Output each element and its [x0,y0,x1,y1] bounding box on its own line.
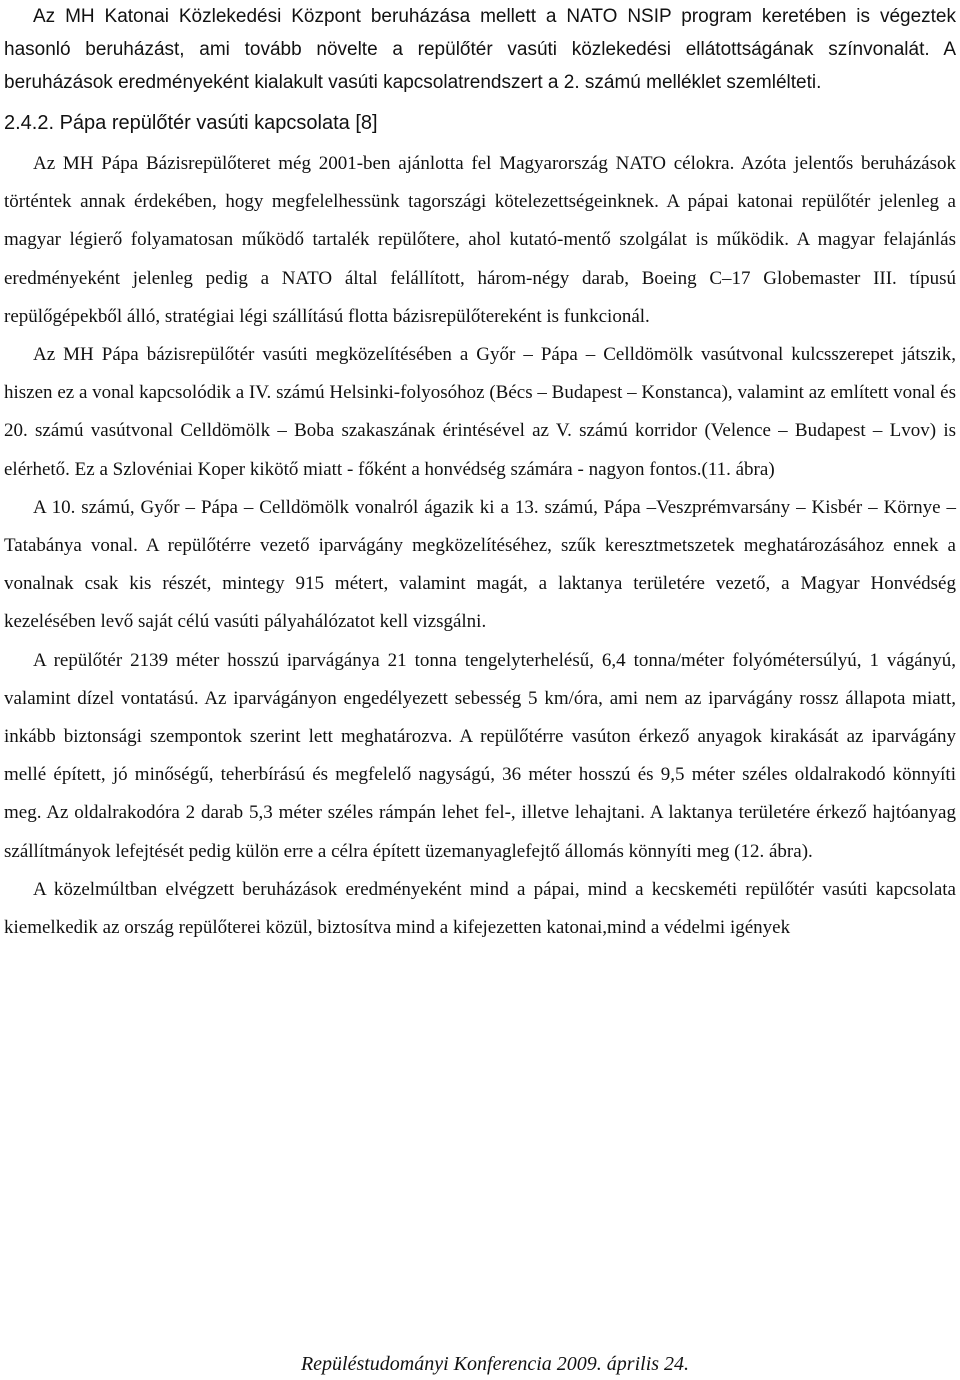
intro-paragraph: Az MH Katonai Közlekedési Központ beruházása mellett a NATO NSIP program keretében is végeztek hasonló beruházást, ami tovább növelte a repülőtér vasúti közlekedési ellátottságának színvonalát. A beruházások eredményeként kialakult vasúti kapcsolatrendszert a 2. számú melléklet szemlélteti. [4,6,956,93]
paragraph-4: A repülőtér 2139 méter hosszú iparvágánya 21 tonna tengelyterhelésű, 6,4 tonna/méter folyómétersúlyú, 1 vágányú, valamint dízel vontatású. Az iparvágányon engedélyezett sebesség 5 km/óra, ami nem az iparvágány rossz állapota miatt, inkább biztonsági szempontok szerint lett meghatározva. A repülőtérre vasúton érkező anyagok kirakását az iparvágány mellé épített, jó minőségű, teherbírású és megfelelő nagyságú, 36 méter hosszú és 9,5 méter széles oldalrakodó könnyíti meg. Az oldalrakodóra 2 darab 5,3 méter széles rámpán lehet fel-, illetve lehajtani. A laktanya területére érkező hajtóanyag szállítmányok lefejtését pedig külön erre a célra épített üzemanyaglefejtő állomás könnyíti meg (12. ábra). [4,649,956,862]
document-body [4,0,956,947]
paragraph-2: Az MH Pápa bázisrepülőtér vasúti megközelítésében a Győr – Pápa – Celldömölk vasútvonal kulcsszerepet játszik, hiszen ez a vonal kapcsolódik a IV. számú Helsinki-folyosóhoz (Bécs – Budapest – Konstanca), valamint az említett vonal és 20. számú vasútvonal Celldömölk – Boba szakaszának érintésével az V. számú korridor (Velence – Budapest – Lvov) is elérhető. Ez a Szlovéniai Koper kikötő miatt - főként a honvédség számára - nagyon fontos.(11. ábra) [4,344,956,480]
section-heading: 2.4.2. Pápa repülőtér vasúti kapcsolata [8] [4,112,378,134]
paragraph-5: A közelmúltban elvégzett beruházások eredményeként mind a pápai, mind a kecskeméti repülőtér vasúti kapcsolata kiemelkedik az ország repülőterei közül, biztosítva mind a kifejezetten katonai,mind a védelmi igények [4,878,956,939]
page-footer: Repüléstudományi Konferencia 2009. április 24. [300,1353,690,1375]
paragraph-3: A 10. számú, Győr – Pápa – Celldömölk vonalról ágazik ki a 13. számú, Pápa –Veszprémvarsány – Kisbér – Környe – Tatabánya vonal. A repülőtérre vezető iparvágány megközelítéséhez, szűk keresztmetszetek meghatározásához ennek a vonalnak csak kis részét, mintegy 915 métert, valamint magát, a laktanya területére vezető, a Magyar Honvédség kezelésében levő saját célú vasúti pályahálózatot kell vizsgálni. [4,496,956,633]
paragraph-1: Az MH Pápa Bázisrepülőteret még 2001-ben ajánlotta fel Magyarország NATO célokra. Azóta jelentős beruházások történtek annak érdekében, hogy megfelelhessünk tagországi kötelezettségeinknek. A pápai katonai repülőtér jelenleg a magyar légierő folyamatosan működő tartalék repülőtere, ahol kutató-mentő szolgálat is működik. A magyar felajánlás eredményeként jelenleg pedig a NATO által felállított, három-négy darab, Boeing C–17 Globemaster III. típusú repülőgépekből álló, stratégiai légi szállítású flotta bázisrepülőtereként is funkcionál. [4,153,956,327]
